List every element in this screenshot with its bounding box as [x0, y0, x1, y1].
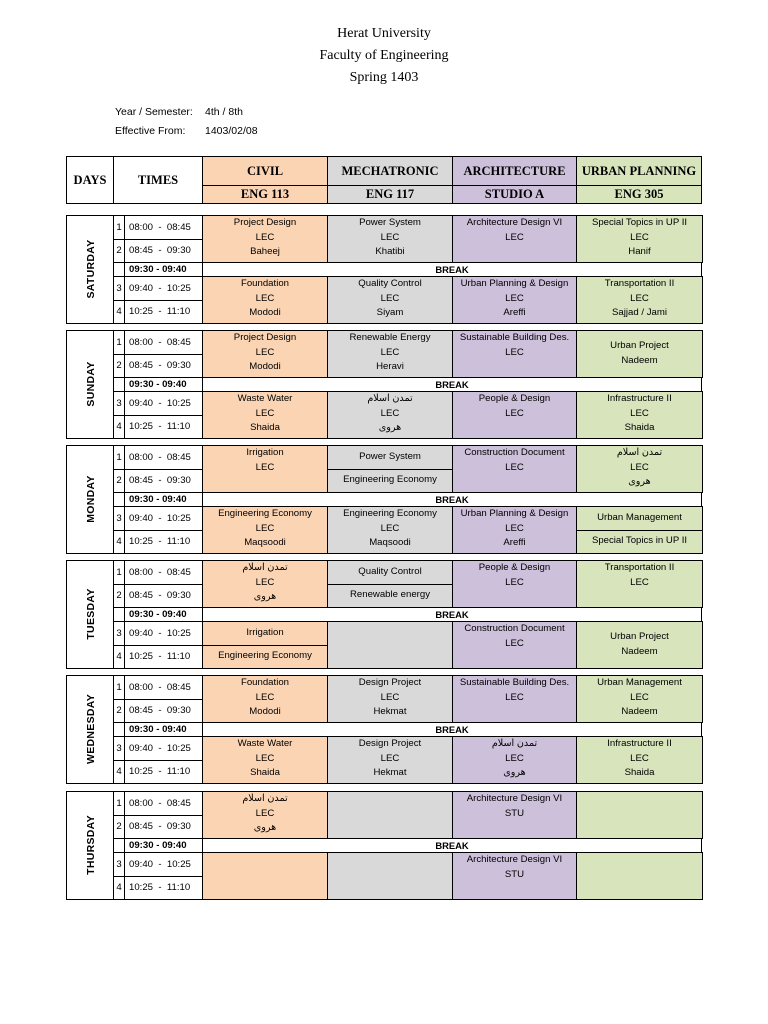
- period-number: 2: [113, 354, 125, 379]
- period-number: 1: [113, 675, 125, 700]
- course-title: Special Topics in UP II: [591, 217, 688, 228]
- period-number: 3: [113, 391, 125, 416]
- instructor-name: هروی: [628, 476, 651, 488]
- break-time: 09:30 - 09:40: [124, 492, 203, 507]
- course-title: تمدن اسلام: [242, 562, 288, 573]
- architecture-course-cell: [452, 736, 577, 784]
- instructor-name: Khatibi: [375, 246, 405, 258]
- period-number: 1: [113, 560, 125, 585]
- course-title: Renewable energy: [349, 589, 430, 601]
- urban-planning-course-cell: [576, 791, 703, 839]
- architecture-course-cell: [452, 621, 577, 669]
- course-title: Urban Management: [597, 677, 682, 688]
- period-time: 09:40 - 10:25: [124, 391, 203, 416]
- instructor-name: Shaida: [624, 767, 655, 779]
- course-title: Transportation II: [604, 278, 675, 289]
- course-title: Sustainable Building Des.: [459, 332, 570, 343]
- course-title: Engineering Economy: [343, 474, 437, 486]
- course-title: تمدن اسلام: [491, 738, 538, 749]
- course-type: LEC: [505, 292, 524, 304]
- period-number: 3: [113, 621, 125, 646]
- course-title: Urban Project: [610, 340, 669, 352]
- period-time: 09:40 - 10:25: [124, 736, 203, 761]
- day-cell-sunday: [66, 330, 114, 439]
- mechatronic-course-cell: [327, 391, 453, 439]
- architecture-course-cell: [452, 506, 577, 554]
- course-title: Architecture Design VI: [466, 793, 563, 804]
- course-type: LEC: [630, 292, 649, 304]
- course-type: LEC: [505, 752, 524, 764]
- mechatronic-course-cell: [327, 621, 453, 669]
- course-type: LEC: [505, 637, 524, 649]
- civil-course-cell: [202, 675, 328, 723]
- period-number: 3: [113, 736, 125, 761]
- break-time: 09:30 - 09:40: [124, 377, 203, 392]
- course-type: LEC: [255, 522, 275, 534]
- day-cell-wednesday: [66, 675, 114, 784]
- course-title: تمدن اسلام: [367, 393, 413, 404]
- break-number-cell: [113, 722, 125, 737]
- course-title: Engineering Economy: [218, 508, 312, 519]
- days-header: DAYS: [66, 156, 114, 204]
- civil-course-cell: [202, 445, 328, 493]
- break-time: 09:30 - 09:40: [124, 838, 203, 853]
- period-number: 2: [113, 699, 125, 724]
- civil-course-cell: [202, 391, 328, 439]
- break-time: 09:30 - 09:40: [124, 722, 203, 737]
- break-number-cell: [113, 262, 125, 277]
- course-title: تمدن اسلام: [616, 447, 663, 458]
- period-time: 10:25 - 11:10: [124, 760, 203, 785]
- course-title: Engineering Economy: [218, 650, 312, 662]
- instructor-name: Shaida: [250, 422, 280, 434]
- period-time: 08:00 - 08:45: [124, 330, 203, 355]
- break-time: 09:30 - 09:40: [124, 607, 203, 622]
- break-time: 09:30 - 09:40: [124, 262, 203, 277]
- civil-course-cell: [202, 560, 328, 608]
- mechatronic-course-cell: [327, 852, 453, 900]
- urban-planning-header: URBAN PLANNING: [576, 156, 702, 186]
- period-number: 4: [113, 530, 125, 555]
- course-title: Urban Planning & Design: [460, 278, 569, 289]
- urban-planning-course-cell: [576, 215, 703, 263]
- period-time: 10:25 - 11:10: [124, 530, 203, 555]
- period-number: 3: [113, 276, 125, 301]
- period-number: 4: [113, 760, 125, 785]
- course-type: LEC: [505, 522, 524, 534]
- architecture-course-cell: [452, 391, 577, 439]
- day-name: THURSDAY: [85, 815, 97, 875]
- day-cell-saturday: [66, 215, 114, 324]
- instructor-name: هروی: [378, 422, 402, 434]
- period-time: 08:45 - 09:30: [124, 469, 203, 494]
- course-title: Power System: [359, 217, 421, 228]
- urban-planning-course-cell: [576, 391, 703, 439]
- instructor-name: هروی: [503, 767, 526, 779]
- course-type: LEC: [255, 576, 275, 588]
- period-time: 08:00 - 08:45: [124, 560, 203, 585]
- architecture-course-cell: [452, 445, 577, 493]
- year-semester-label: Year / Semester:: [115, 106, 193, 118]
- civil-course-cell: [202, 330, 328, 378]
- mechatronic-course-cell: [327, 736, 453, 784]
- break-label: BREAK: [202, 838, 702, 853]
- course-type: STU: [504, 868, 525, 880]
- urban-planning-course-cell: [576, 276, 703, 324]
- period-time: 08:45 - 09:30: [124, 239, 203, 264]
- architecture-course-cell: [452, 215, 577, 263]
- period-time: 09:40 - 10:25: [124, 506, 203, 531]
- period-number: 1: [113, 330, 125, 355]
- effective-from-value: 1403/02/08: [205, 125, 258, 137]
- period-time: 10:25 - 11:10: [124, 415, 203, 440]
- course-type: LEC: [380, 522, 400, 534]
- period-time: 08:45 - 09:30: [124, 354, 203, 379]
- civil-course-cell: [202, 276, 328, 324]
- times-header: TIMES: [113, 156, 203, 204]
- civil-course-cell: [202, 852, 328, 900]
- architecture-course-cell: [452, 852, 577, 900]
- day-name: WEDNESDAY: [85, 694, 97, 764]
- urban-planning-course-cell: [576, 330, 703, 378]
- instructor-name: Siyam: [376, 307, 404, 319]
- course-type: LEC: [630, 231, 649, 243]
- day-cell-thursday: [66, 791, 114, 900]
- period-number: 4: [113, 300, 125, 325]
- course-title: Infrastructure II: [607, 738, 672, 749]
- course-title: Engineering Economy: [343, 508, 437, 519]
- course-title: Urban Planning & Design: [460, 508, 569, 519]
- course-type: LEC: [380, 292, 400, 304]
- instructor-name: Nadeem: [621, 646, 658, 657]
- course-type: LEC: [255, 292, 275, 304]
- break-label: BREAK: [202, 492, 702, 507]
- civil-header: CIVIL: [202, 156, 328, 186]
- period-time: 09:40 - 10:25: [124, 276, 203, 301]
- period-number: 3: [113, 852, 125, 877]
- period-number: 4: [113, 876, 125, 901]
- effective-from-label: Effective From:: [115, 125, 186, 137]
- break-label: BREAK: [202, 607, 702, 622]
- urban-planning-course-cell: [576, 675, 703, 723]
- mechatronic-header: MECHATRONIC: [327, 156, 453, 186]
- day-cell-tuesday: [66, 560, 114, 669]
- course-title: Infrastructure II: [607, 393, 672, 404]
- architecture-course-cell: [452, 276, 577, 324]
- break-number-cell: [113, 492, 125, 507]
- course-type: LEC: [630, 407, 649, 419]
- period-time: 09:40 - 10:25: [124, 852, 203, 877]
- mechatronic-course-cell: [327, 276, 453, 324]
- mechatronic-course-cell: [327, 445, 453, 470]
- course-title: Urban Management: [597, 511, 682, 523]
- day-name: SATURDAY: [85, 239, 97, 299]
- course-type: LEC: [505, 231, 524, 243]
- urban-planning-room: ENG 305: [576, 185, 702, 204]
- course-type: LEC: [630, 461, 649, 473]
- course-type: LEC: [255, 807, 275, 819]
- instructor-name: Shaida: [250, 767, 280, 779]
- course-type: LEC: [380, 346, 400, 358]
- period-number: 3: [113, 506, 125, 531]
- course-title: Power System: [359, 450, 421, 462]
- break-label: BREAK: [202, 722, 702, 737]
- course-title: Project Design: [233, 332, 297, 343]
- period-number: 1: [113, 445, 125, 470]
- mechatronic-course-cell: [327, 584, 453, 609]
- instructor-name: Shaida: [624, 422, 655, 434]
- day-cell-monday: [66, 445, 114, 554]
- instructor-name: Hekmat: [373, 706, 407, 718]
- instructor-name: Baheej: [250, 246, 280, 258]
- course-type: LEC: [380, 231, 400, 243]
- course-title: Construction Document: [464, 447, 565, 458]
- course-title: Foundation: [240, 278, 289, 289]
- course-title: Project Design: [233, 217, 297, 228]
- course-type: LEC: [380, 752, 400, 764]
- architecture-course-cell: [452, 560, 577, 608]
- course-type: LEC: [630, 752, 649, 764]
- course-title: Irrigation: [246, 626, 284, 638]
- urban-planning-course-cell: [576, 445, 703, 493]
- civil-course-cell: [202, 736, 328, 784]
- course-type: LEC: [255, 752, 275, 764]
- course-title: تمدن اسلام: [242, 793, 288, 804]
- architecture-course-cell: [452, 791, 577, 839]
- course-type: LEC: [255, 461, 275, 473]
- course-type: LEC: [380, 691, 400, 703]
- course-title: Quality Control: [358, 278, 422, 289]
- course-type: LEC: [505, 407, 524, 419]
- architecture-header: ARCHITECTURE: [452, 156, 577, 186]
- period-time: 08:00 - 08:45: [124, 215, 203, 240]
- course-type: LEC: [505, 691, 524, 703]
- mechatronic-course-cell: [327, 506, 453, 554]
- course-type: LEC: [505, 461, 524, 473]
- course-type: LEC: [630, 691, 649, 703]
- course-title: Architecture Design VI: [466, 217, 563, 228]
- day-name: SUNDAY: [85, 361, 97, 407]
- period-number: 1: [113, 215, 125, 240]
- period-time: 08:00 - 08:45: [124, 791, 203, 816]
- urban-planning-course-cell: [576, 852, 703, 900]
- period-number: 4: [113, 415, 125, 440]
- period-time: 10:25 - 11:10: [124, 876, 203, 901]
- urban-planning-course-cell: [576, 736, 703, 784]
- mechatronic-course-cell: [327, 675, 453, 723]
- course-title: Waste Water: [237, 738, 293, 749]
- instructor-name: هروی: [253, 822, 277, 834]
- instructor-name: Mododi: [249, 361, 281, 373]
- break-label: BREAK: [202, 377, 702, 392]
- instructor-name: Areffi: [503, 307, 526, 319]
- period-time: 08:45 - 09:30: [124, 815, 203, 840]
- mechatronic-course-cell: [327, 791, 453, 839]
- break-number-cell: [113, 377, 125, 392]
- civil-course-cell: [202, 791, 328, 839]
- instructor-name: Nadeem: [621, 706, 658, 718]
- year-semester-value: 4th / 8th: [205, 106, 243, 118]
- course-title: Design Project: [358, 738, 422, 749]
- instructor-name: Maqsoodi: [244, 537, 286, 549]
- period-number: 2: [113, 239, 125, 264]
- course-type: LEC: [255, 346, 275, 358]
- mechatronic-course-cell: [327, 330, 453, 378]
- period-time: 09:40 - 10:25: [124, 621, 203, 646]
- course-title: Renewable Energy: [349, 332, 431, 343]
- instructor-name: Areffi: [503, 537, 526, 549]
- course-title: Architecture Design VI: [466, 854, 563, 865]
- instructor-name: Mododi: [249, 307, 281, 319]
- course-type: LEC: [255, 407, 275, 419]
- instructor-name: هروی: [253, 591, 277, 603]
- civil-course-cell: [202, 215, 328, 263]
- course-type: STU: [504, 807, 525, 819]
- semester-name: Spring 1403: [349, 70, 419, 85]
- faculty-name: Faculty of Engineering: [319, 48, 449, 63]
- instructor-name: Mododi: [249, 706, 281, 718]
- urban-planning-course-cell: [576, 560, 703, 608]
- architecture-course-cell: [452, 675, 577, 723]
- course-title: Sustainable Building Des.: [459, 677, 570, 688]
- instructor-name: Sajjad / Jami: [612, 307, 667, 319]
- course-title: People & Design: [478, 393, 551, 404]
- course-title: Construction Document: [464, 623, 565, 634]
- course-title: People & Design: [478, 562, 551, 573]
- course-title: Design Project: [358, 677, 422, 688]
- civil-course-cell: [202, 645, 328, 670]
- break-number-cell: [113, 607, 125, 622]
- period-time: 10:25 - 11:10: [124, 300, 203, 325]
- urban-planning-course-cell: [576, 530, 703, 555]
- instructor-name: Nadeem: [621, 355, 658, 366]
- course-type: LEC: [505, 346, 524, 358]
- period-number: 1: [113, 791, 125, 816]
- architecture-room: STUDIO A: [452, 185, 577, 204]
- university-name: Herat University: [337, 26, 431, 41]
- course-title: Special Topics in UP II: [591, 535, 688, 547]
- break-label: BREAK: [202, 262, 702, 277]
- mechatronic-course-cell: [327, 215, 453, 263]
- urban-planning-course-cell: [576, 621, 703, 669]
- mechatronic-course-cell: [327, 560, 453, 585]
- instructor-name: Hanif: [628, 246, 651, 258]
- course-type: LEC: [255, 231, 275, 243]
- day-name: MONDAY: [85, 475, 97, 523]
- course-title: Irrigation: [246, 447, 284, 458]
- period-number: 2: [113, 469, 125, 494]
- course-type: LEC: [505, 576, 524, 588]
- course-title: Quality Control: [358, 565, 422, 577]
- instructor-name: Hekmat: [373, 767, 407, 779]
- day-name: TUESDAY: [85, 588, 97, 640]
- course-type: LEC: [380, 407, 400, 419]
- course-title: Transportation II: [604, 562, 675, 573]
- break-number-cell: [113, 838, 125, 853]
- mechatronic-course-cell: [327, 469, 453, 494]
- period-time: 10:25 - 11:10: [124, 645, 203, 670]
- period-time: 08:00 - 08:45: [124, 675, 203, 700]
- civil-course-cell: [202, 621, 328, 646]
- course-title: Urban Project: [610, 631, 669, 643]
- course-title: Foundation: [240, 677, 289, 688]
- period-number: 2: [113, 584, 125, 609]
- period-time: 08:45 - 09:30: [124, 699, 203, 724]
- civil-course-cell: [202, 506, 328, 554]
- period-number: 4: [113, 645, 125, 670]
- instructor-name: Maqsoodi: [369, 537, 411, 549]
- urban-planning-course-cell: [576, 506, 703, 531]
- course-title: Waste Water: [237, 393, 293, 404]
- period-time: 08:00 - 08:45: [124, 445, 203, 470]
- architecture-course-cell: [452, 330, 577, 378]
- course-type: LEC: [630, 576, 649, 588]
- period-number: 2: [113, 815, 125, 840]
- course-type: LEC: [255, 691, 275, 703]
- civil-room: ENG 113: [202, 185, 328, 204]
- period-time: 08:45 - 09:30: [124, 584, 203, 609]
- mechatronic-room: ENG 117: [327, 185, 453, 204]
- instructor-name: Heravi: [376, 361, 404, 373]
